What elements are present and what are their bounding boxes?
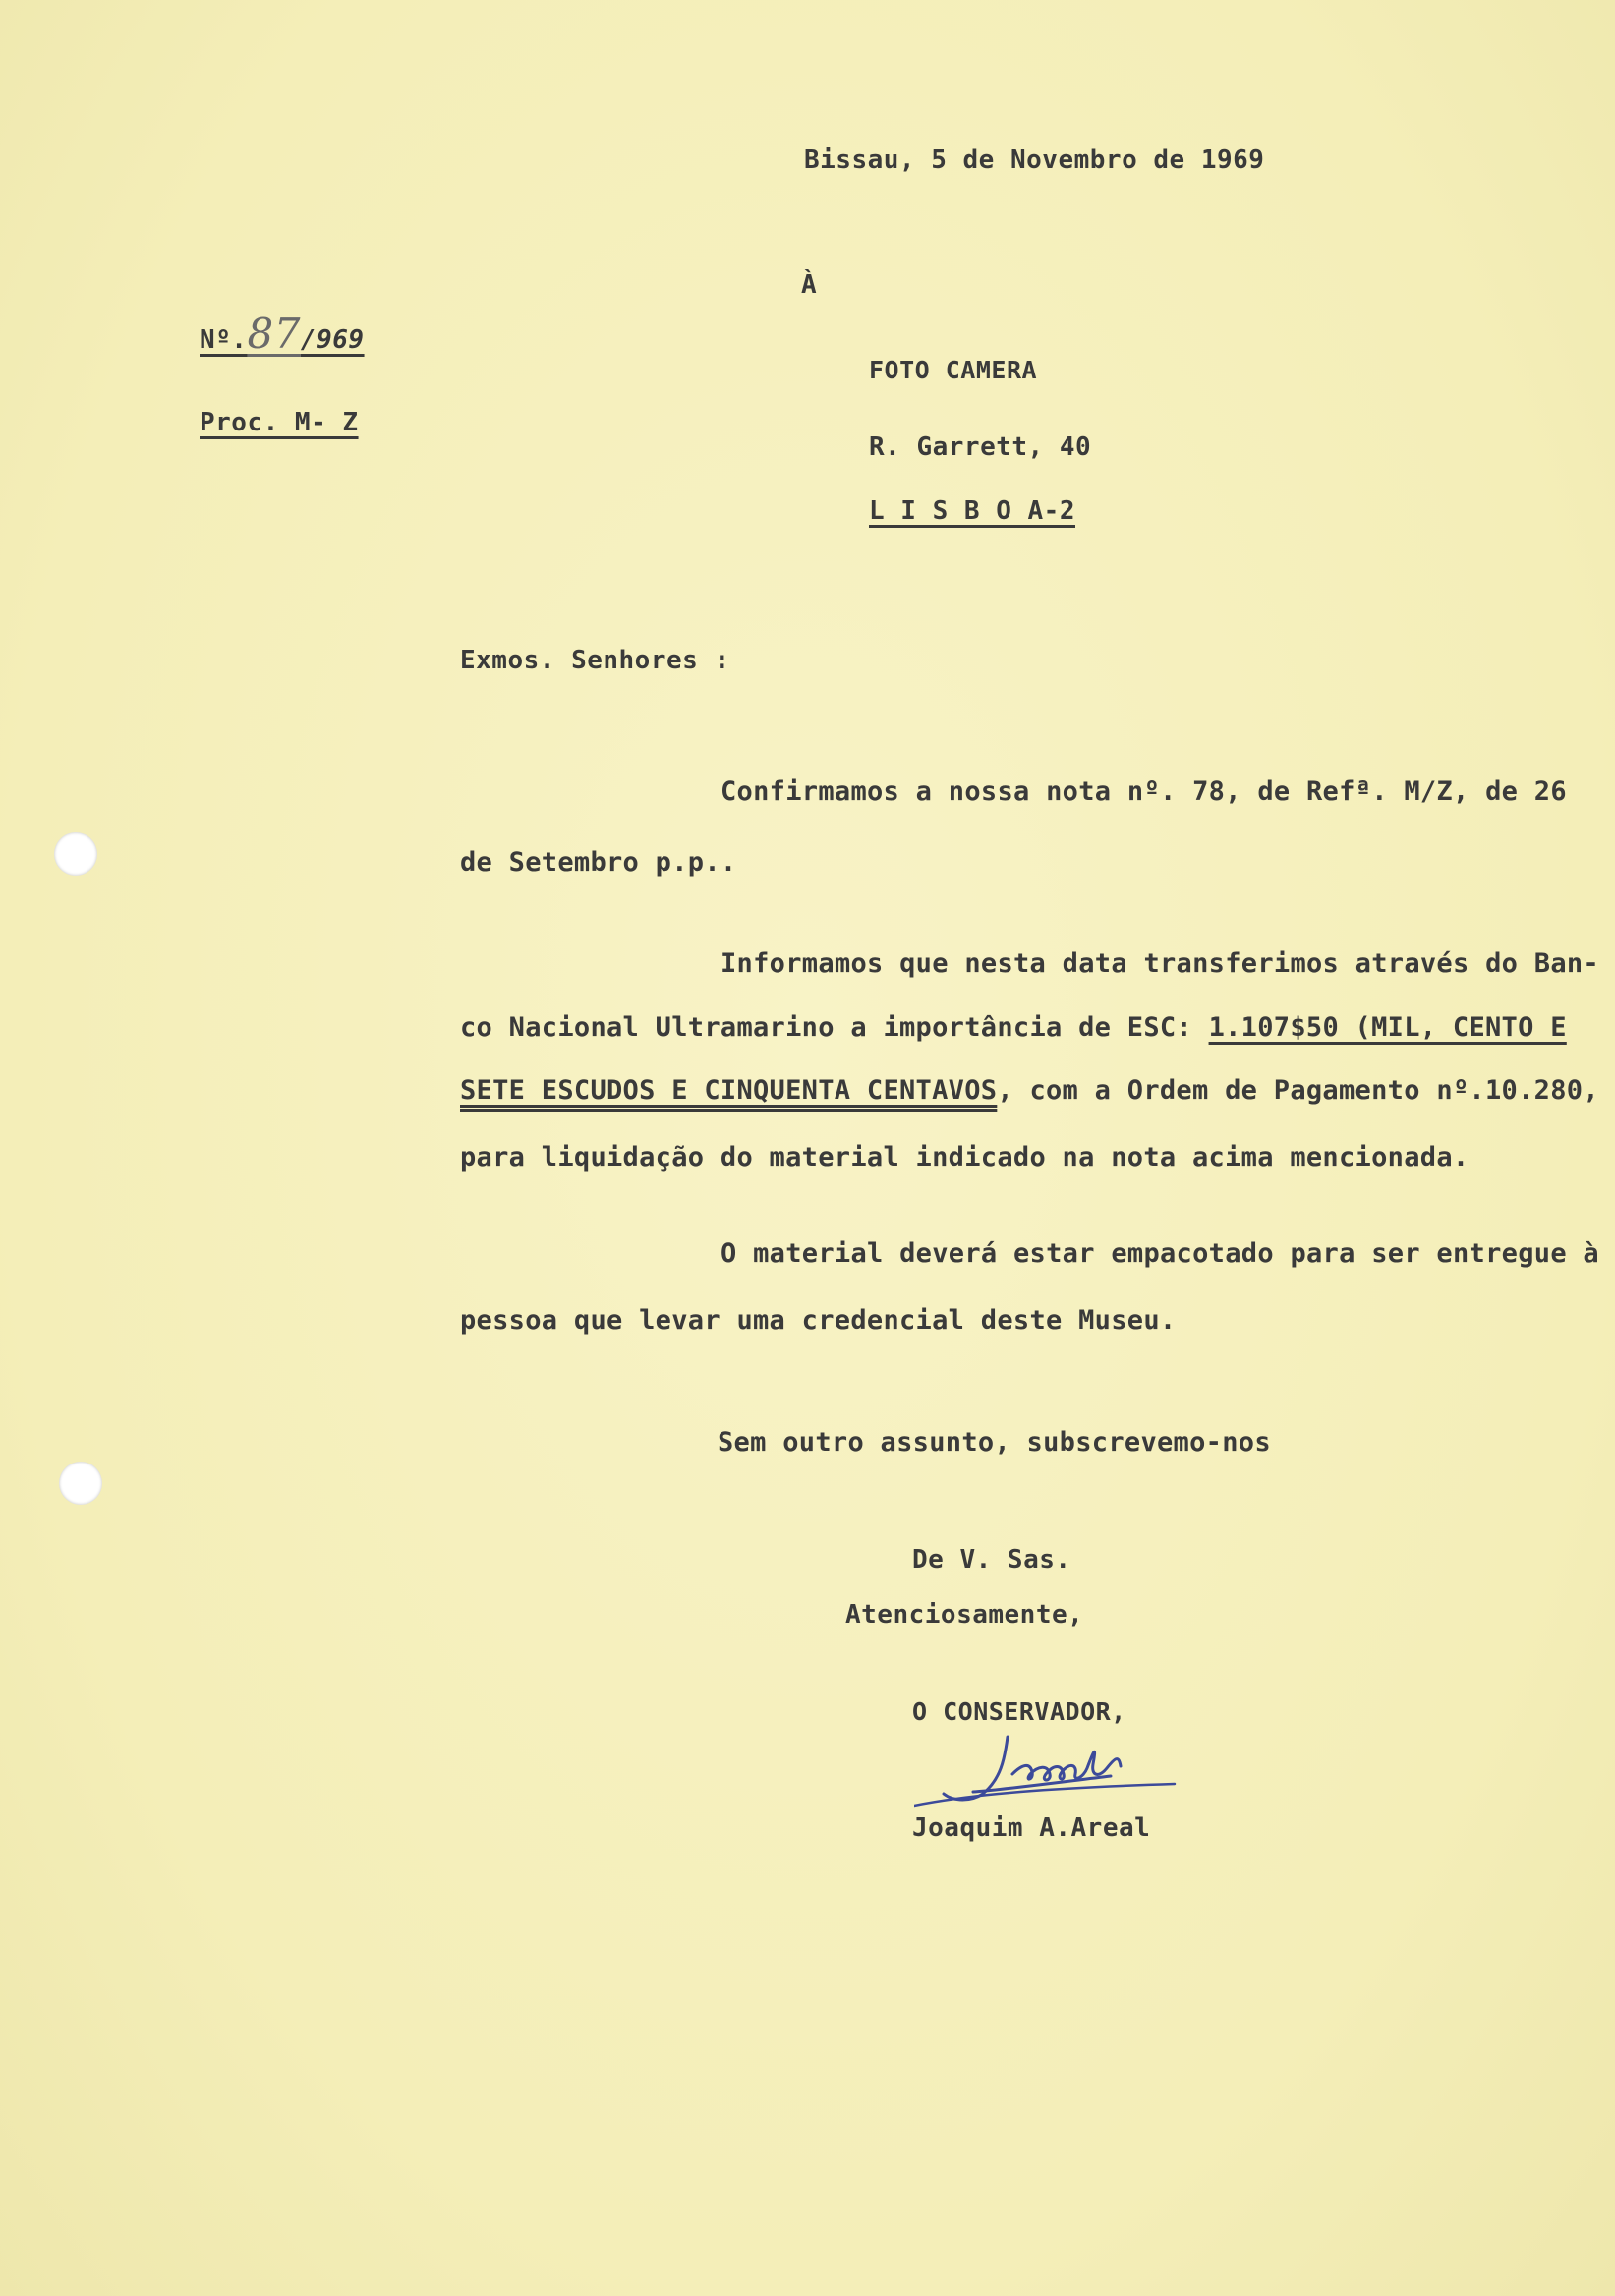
salutation: Exmos. Senhores : xyxy=(460,646,730,675)
paragraph-2-line-3 xyxy=(460,1056,1599,1126)
signer-title: O CONSERVADOR, xyxy=(912,1697,1126,1726)
place-date: Bissau, 5 de Novembro de 1969 xyxy=(804,145,1265,175)
signoff-line-1: De V. Sas. xyxy=(912,1545,1071,1575)
paragraph-3-line-1: O material deverá estar empacotado para ser entregue à xyxy=(721,1238,1599,1269)
paragraph-2-line-2 xyxy=(460,993,1567,1063)
handwritten-signature xyxy=(914,1725,1180,1818)
paragraph-2-line-4: para liquidação do material indicado na nota acima mencionada. xyxy=(460,1142,1470,1173)
paragraph-1-line-2: de Setembro p.p.. xyxy=(460,847,737,878)
reference-number-handwritten: 87 xyxy=(247,310,301,358)
amount-figure: 1.107$50 (MIL, CENTO E xyxy=(1208,1012,1567,1043)
paragraph-2-line-2-text: co Nacional Ultramarino a importância de ESC: xyxy=(460,1012,1192,1043)
process-reference: Proc. M- Z xyxy=(200,408,359,437)
paragraph-2-line-1: Informamos que nesta data transferimos através do Ban- xyxy=(721,948,1599,979)
punch-hole-top xyxy=(54,832,97,876)
recipient-street: R. Garrett, 40 xyxy=(869,432,1092,462)
recipient-city: L I S B O A-2 xyxy=(869,496,1075,526)
recipient-prefix: À xyxy=(801,270,818,300)
punch-hole-bottom xyxy=(59,1462,102,1505)
reference-number-suffix: /969 xyxy=(300,325,365,355)
reference-number xyxy=(200,310,365,358)
signoff-line-2: Atenciosamente, xyxy=(845,1600,1084,1630)
paragraph-3-line-2: pessoa que levar uma credencial deste Museu. xyxy=(460,1305,1177,1336)
paragraph-2-line-3-text: , com a Ordem de Pagamento nº.10.280, xyxy=(997,1075,1599,1106)
reference-number-prefix: Nº. xyxy=(200,325,248,355)
signer-name: Joaquim A.Areal xyxy=(912,1813,1151,1843)
amount-in-words: SETE ESCUDOS E CINQUENTA CENTAVOS xyxy=(460,1075,998,1106)
paragraph-1-line-1: Confirmamos a nossa nota nº. 78, de Refª. M/Z, de 26 xyxy=(721,776,1567,807)
closing-line: Sem outro assunto, subscrevemo-nos xyxy=(718,1427,1271,1458)
recipient-name: FOTO CAMERA xyxy=(869,356,1038,384)
